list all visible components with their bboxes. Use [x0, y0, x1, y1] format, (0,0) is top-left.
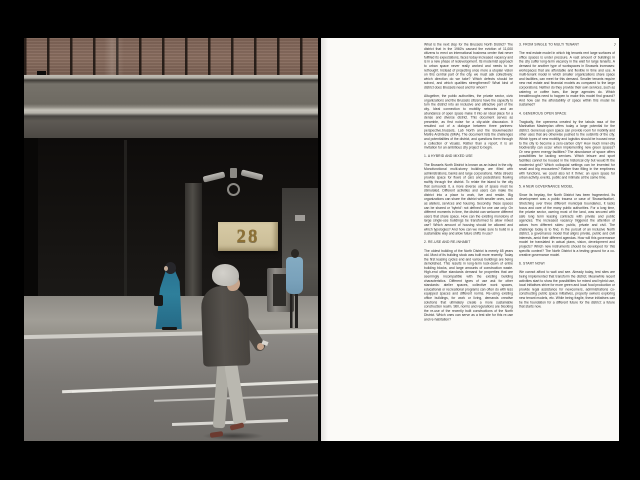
left-page-photo	[24, 38, 318, 441]
intro-paragraph: What is the next step for the Brussels North District? The district that in the 1960's caused the eviction of 11,000 citizens to erect an international business center that never fulfilled its expectations, faces today increased vacancy and is in a new phase of redevelopment. Its modernist approach to urban space never really worked and needs to be rethought. Instead of projecting once more a utopian vision on this central part of the city, we must ask collectively: which direction do we take? Which defects should be solved, and which qualities strengthened? What kind of district does Brussels need and for whom?	[424, 43, 513, 90]
building-number-sign: 28	[218, 222, 278, 251]
intro-paragraph: Altogether, the public authorities, the private sector, civic organizations and the Brussels citizens have the capacity to turn the district into an inclusive and attractive part of the city. Ideal connection to mobility networks and an abundance of open space make it into an ideal place for a dense and diverse district. This document serves as preamble, as first noise for a city-wide discussion. It resulted out of a dialogue between three partners: perspective.brussels, Lab North and the Bouwmeester Maître Architecte (BMA). The document lists the challenges and potentialities of the district, and questions them through a collection of visuals. Rather than a report, it is an invitation for an ambitious city project to begin.	[424, 94, 513, 150]
section-heading-3: 3. FROM SINGLE TO MULTI TENANT	[519, 43, 580, 47]
woman-teal-face	[164, 266, 168, 271]
section-heading-5: 5. A NEW GOVERNANCE MODEL	[519, 184, 574, 189]
right-page-text	[321, 38, 619, 441]
section-paragraph: We cannot afford to wait and see. Already today, test sites are being implemented that transform the district. Meanwhile recent activities start to show the possibilities for mixed and hybrid use, local initiatives strive for more green and local food production or provide legal assistance for newcomers, administrations co-constructing public space initiatives, property owners exploring new tenant models, etc. While being fragile, these initiatives can be the foundation for a different future for the district: a future that starts now.	[519, 270, 615, 309]
section-heading-4: 4. GENEROUS OPEN SPACE	[519, 111, 567, 116]
section-paragraph: Tragically, the openness created by the tabula rasa of the Manhattan Masterplan offers today a large potential for the district. Generous open space can provide room for mobility and other uses that are otherwise pushed to the outskirts of the city. Which types of new mobility and logistics should be housed near to the city to become a zero-carbon city? How much inner-city biodiversity can occur when implementing new green spaces? Or new green energy facilities? The abundance of space offers possibilities for lacking services. Which leisure and sport facilities cannot be housed in the historical city but would fit the modernist grid? Which colloquial settings can be invented for small and big encounters? Rather than filling in the emptiness with functions, we could also let it thrive: an open space for urban activity, events, public and intimate at the same time.	[519, 120, 615, 180]
text-column-2	[519, 43, 615, 437]
arcade-pillar	[185, 183, 202, 310]
woman-teal-bag	[154, 295, 163, 306]
gutter-shadow	[321, 38, 328, 441]
cctv-ring	[227, 183, 240, 196]
wall-sign	[295, 215, 305, 221]
section-heading-1: 1. A HYBRID AND MIXED USE	[424, 154, 473, 159]
woman-blue-dress	[286, 257, 303, 294]
kiosk-panel	[273, 274, 286, 306]
cctv-mount	[230, 168, 237, 178]
concrete-band-rails	[24, 75, 318, 138]
brick-facade	[24, 38, 318, 75]
section-paragraph: The Brussels North District is known as an island in the city. Monofunctional multi-storey buildings are filled with administrations, banks and large corporations. Wide streets provide space for flows of cars and pedestrians flowing swiftly through the district. To relate the island to the city that surrounds it, a more diverse use of space must be stimulated. Different activities and users can make the district into a place to work, live and reside. Big organizations can share the district with smaller ones, such as ateliers, services and housing. Secondly, these spaces can be shared or 'hybrid': not defined for one use only. On different moments in time, the district can welcome different users that share space. How can the existing monotony of large single-use buildings be transformed to allow mixed use? Which amount of housing should be allowed and which typologies? And how can we make sure to build in a sustainable way and allow future shifts in use?	[424, 163, 513, 236]
section-paragraph: The real estate model in which big tenants rent large surfaces of office spaces is under pressure. A vast amount of buildings in the city suffer long-term vacancy in the wait for large tenants. A demand for another type of workspaces in Brussels increases: workspaces that are affordable and flexible in time and use. A multi-tenant model in which smaller organizations share space and facilities, can meet for this demand. Smaller tenants require new real estate and financial models as compared to the large corporations. Neither do they provide their own services, such as catering or coffee bars, like large agencies do. Which breakthroughs need to happen to make this model find ground? And how can the affordability of space within this model be sustained?	[519, 51, 615, 107]
text-column-1	[424, 43, 513, 437]
woman-blue-legs	[290, 293, 298, 328]
section-heading-2: 2. RE-USE AND RE-INHABIT	[424, 240, 471, 245]
arcade-pillar-edge	[124, 140, 127, 298]
page-number: 7	[613, 42, 616, 47]
section-paragraph: The oldest building of the North District is merely 65 years old. Most of its building stock was built more recently. Today the first leasing cycles end and various buildings are being demolished. This results in long-term lock-down of entire building blocks, and large amounts of construction waste. High-end office standards demand for properties that are seemingly incompatible with the existing building characteristics. Different types of use ask for other standards: atelier spaces, collective work spaces, educational or recreational programs can often do with less equipped spaces and different norms. Re-using existing office buildings, for work or living, demands creative solutions that ultimately create a more sustainable construction realm. Still, norms and regulations are blocking the re-use of the recently built constructions of the North District. Which ones can serve as a test site for this re-use and re-habitation?	[424, 249, 513, 322]
text-block	[424, 43, 615, 437]
woman-teal-feet	[162, 327, 177, 330]
man-gray-hair	[212, 264, 239, 286]
woman-blue-head	[291, 249, 299, 258]
section-paragraph: Since its heyday, the North District has been fragmented. Its development was a public trauma or case of 'Brusselisation'. Stretching over three different municipal boundaries, it lacks focus and care of the many public authorities. For a long time, the private sector, owning most of the land, was secured with safe long term leasing contracts with private and public agencies. The increased vacancy triggered the attention of actors from different sides: public, private and civil. The challenge today is to find, in the pursuit of an inclusive North district, a governance model that aligns private, public and civil interests, amid their different agendas. How will this governance model be translated in actual plans, vision, development and projects? Which new instruments should be developed for this specific context? The North District is a testing ground for a co-creative governance model.	[519, 193, 615, 258]
section-heading-6: 6. START NOW!	[519, 262, 545, 266]
man-gray-coat	[201, 285, 251, 367]
